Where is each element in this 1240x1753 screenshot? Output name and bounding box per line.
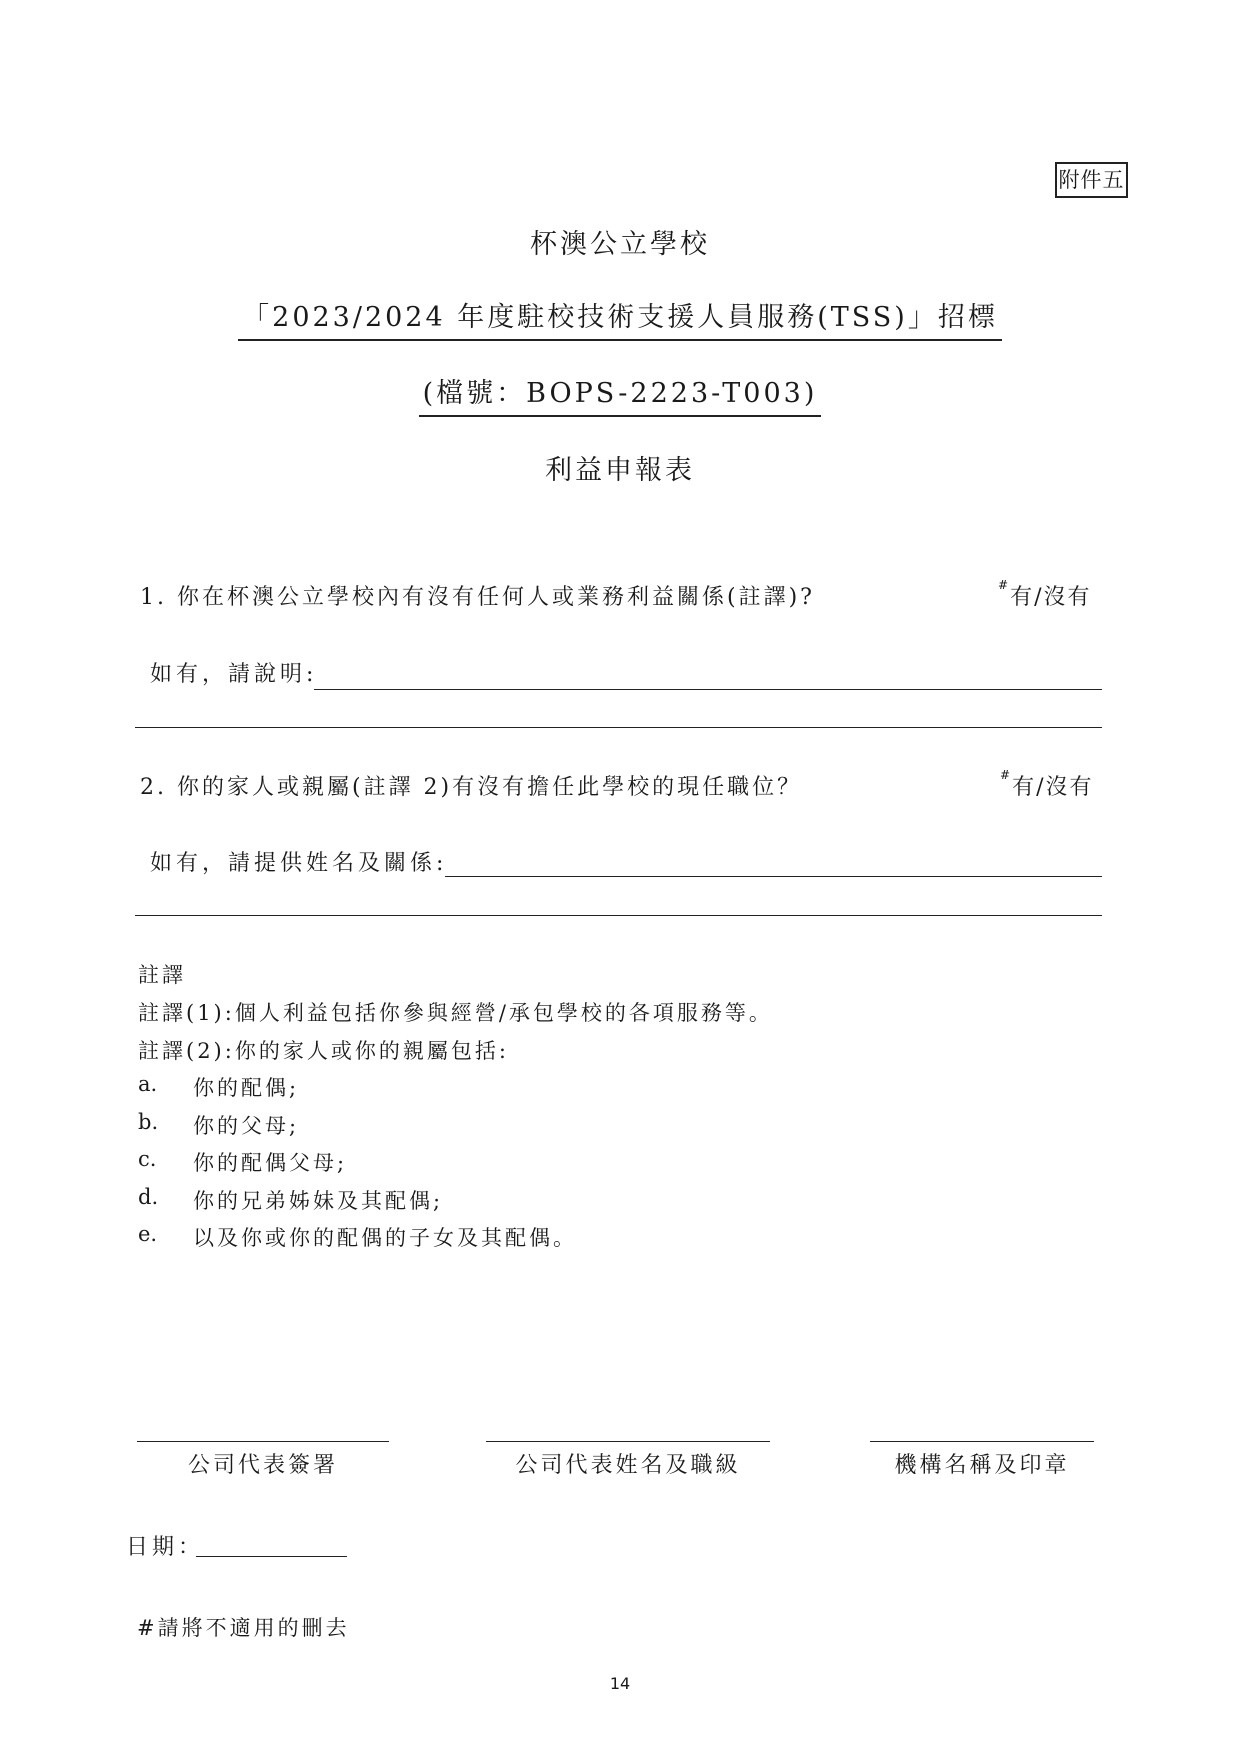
question-1-answer [998, 580, 1091, 611]
question-2-answer-line-2[interactable] [135, 915, 1102, 916]
note-1: 註譯(1):個人利益包括你參與經營/承包學校的各項服務等。 [138, 1001, 773, 1025]
question-2-yes-no: 有/沒有 [1012, 775, 1094, 800]
note-item-text: 你的配偶父母; [193, 1151, 348, 1175]
file-number-wrap [0, 371, 1240, 417]
question-1-answer-line-2[interactable] [135, 727, 1102, 728]
note-item-text: 你的父母; [193, 1114, 300, 1138]
footnote: #請將不適用的刪去 [137, 1616, 350, 1640]
note-2: 註譯(2):你的家人或你的親屬包括: [138, 1039, 509, 1063]
date-label: 日期： [126, 1535, 205, 1560]
note-item-text: 以及你或你的配偶的子女及其配偶。 [193, 1226, 577, 1250]
note-item-letter: b. [138, 1110, 159, 1134]
question-1: 1. 你在杯澳公立學校內有沒有任何人或業務利益關係(註譯)? [140, 585, 815, 610]
annex-label: 附件五 [1055, 162, 1128, 198]
question-1-yes-no: 有/沒有 [1010, 585, 1092, 610]
signature-line[interactable] [137, 1441, 389, 1442]
question-1-followup-label: 如有，請說明: [150, 662, 318, 687]
note-item-letter: a. [138, 1072, 158, 1096]
question-2: 2. 你的家人或親屬(註譯 2)有沒有擔任此學校的現任職位？ [140, 775, 803, 800]
date-line[interactable] [196, 1556, 347, 1557]
question-1-hash: # [998, 578, 1011, 592]
page-number: 14 [609, 1674, 631, 1693]
note-item-text: 你的配偶; [193, 1076, 300, 1100]
org-seal-line[interactable] [870, 1441, 1094, 1442]
file-number: (檔號：BOPS-2223-T003) [419, 371, 822, 417]
org-seal-label: 機構名稱及印章 [894, 1453, 1070, 1478]
tender-title: 「2023/2024 年度駐校技術支援人員服務(TSS)」招標 [238, 295, 1002, 341]
note-item-letter: d. [138, 1185, 159, 1209]
form-title: 利益申報表 [545, 455, 695, 486]
tender-title-wrap [0, 295, 1240, 341]
signature-label: 公司代表簽署 [187, 1453, 338, 1478]
name-rank-line[interactable] [486, 1441, 770, 1442]
school-name: 杯澳公立學校 [530, 229, 710, 260]
question-2-followup-label: 如有，請提供姓名及關係: [150, 851, 448, 876]
question-2-answer [1000, 770, 1093, 801]
note-item-letter: c. [138, 1147, 157, 1171]
question-2-hash: # [1000, 768, 1013, 782]
notes-heading: 註譯 [138, 963, 186, 987]
question-1-answer-line[interactable] [314, 689, 1102, 690]
name-rank-label: 公司代表姓名及職級 [515, 1453, 741, 1478]
question-2-answer-line[interactable] [445, 876, 1102, 877]
note-item-text: 你的兄弟姊妹及其配偶; [193, 1189, 444, 1213]
note-item-letter: e. [138, 1222, 158, 1246]
